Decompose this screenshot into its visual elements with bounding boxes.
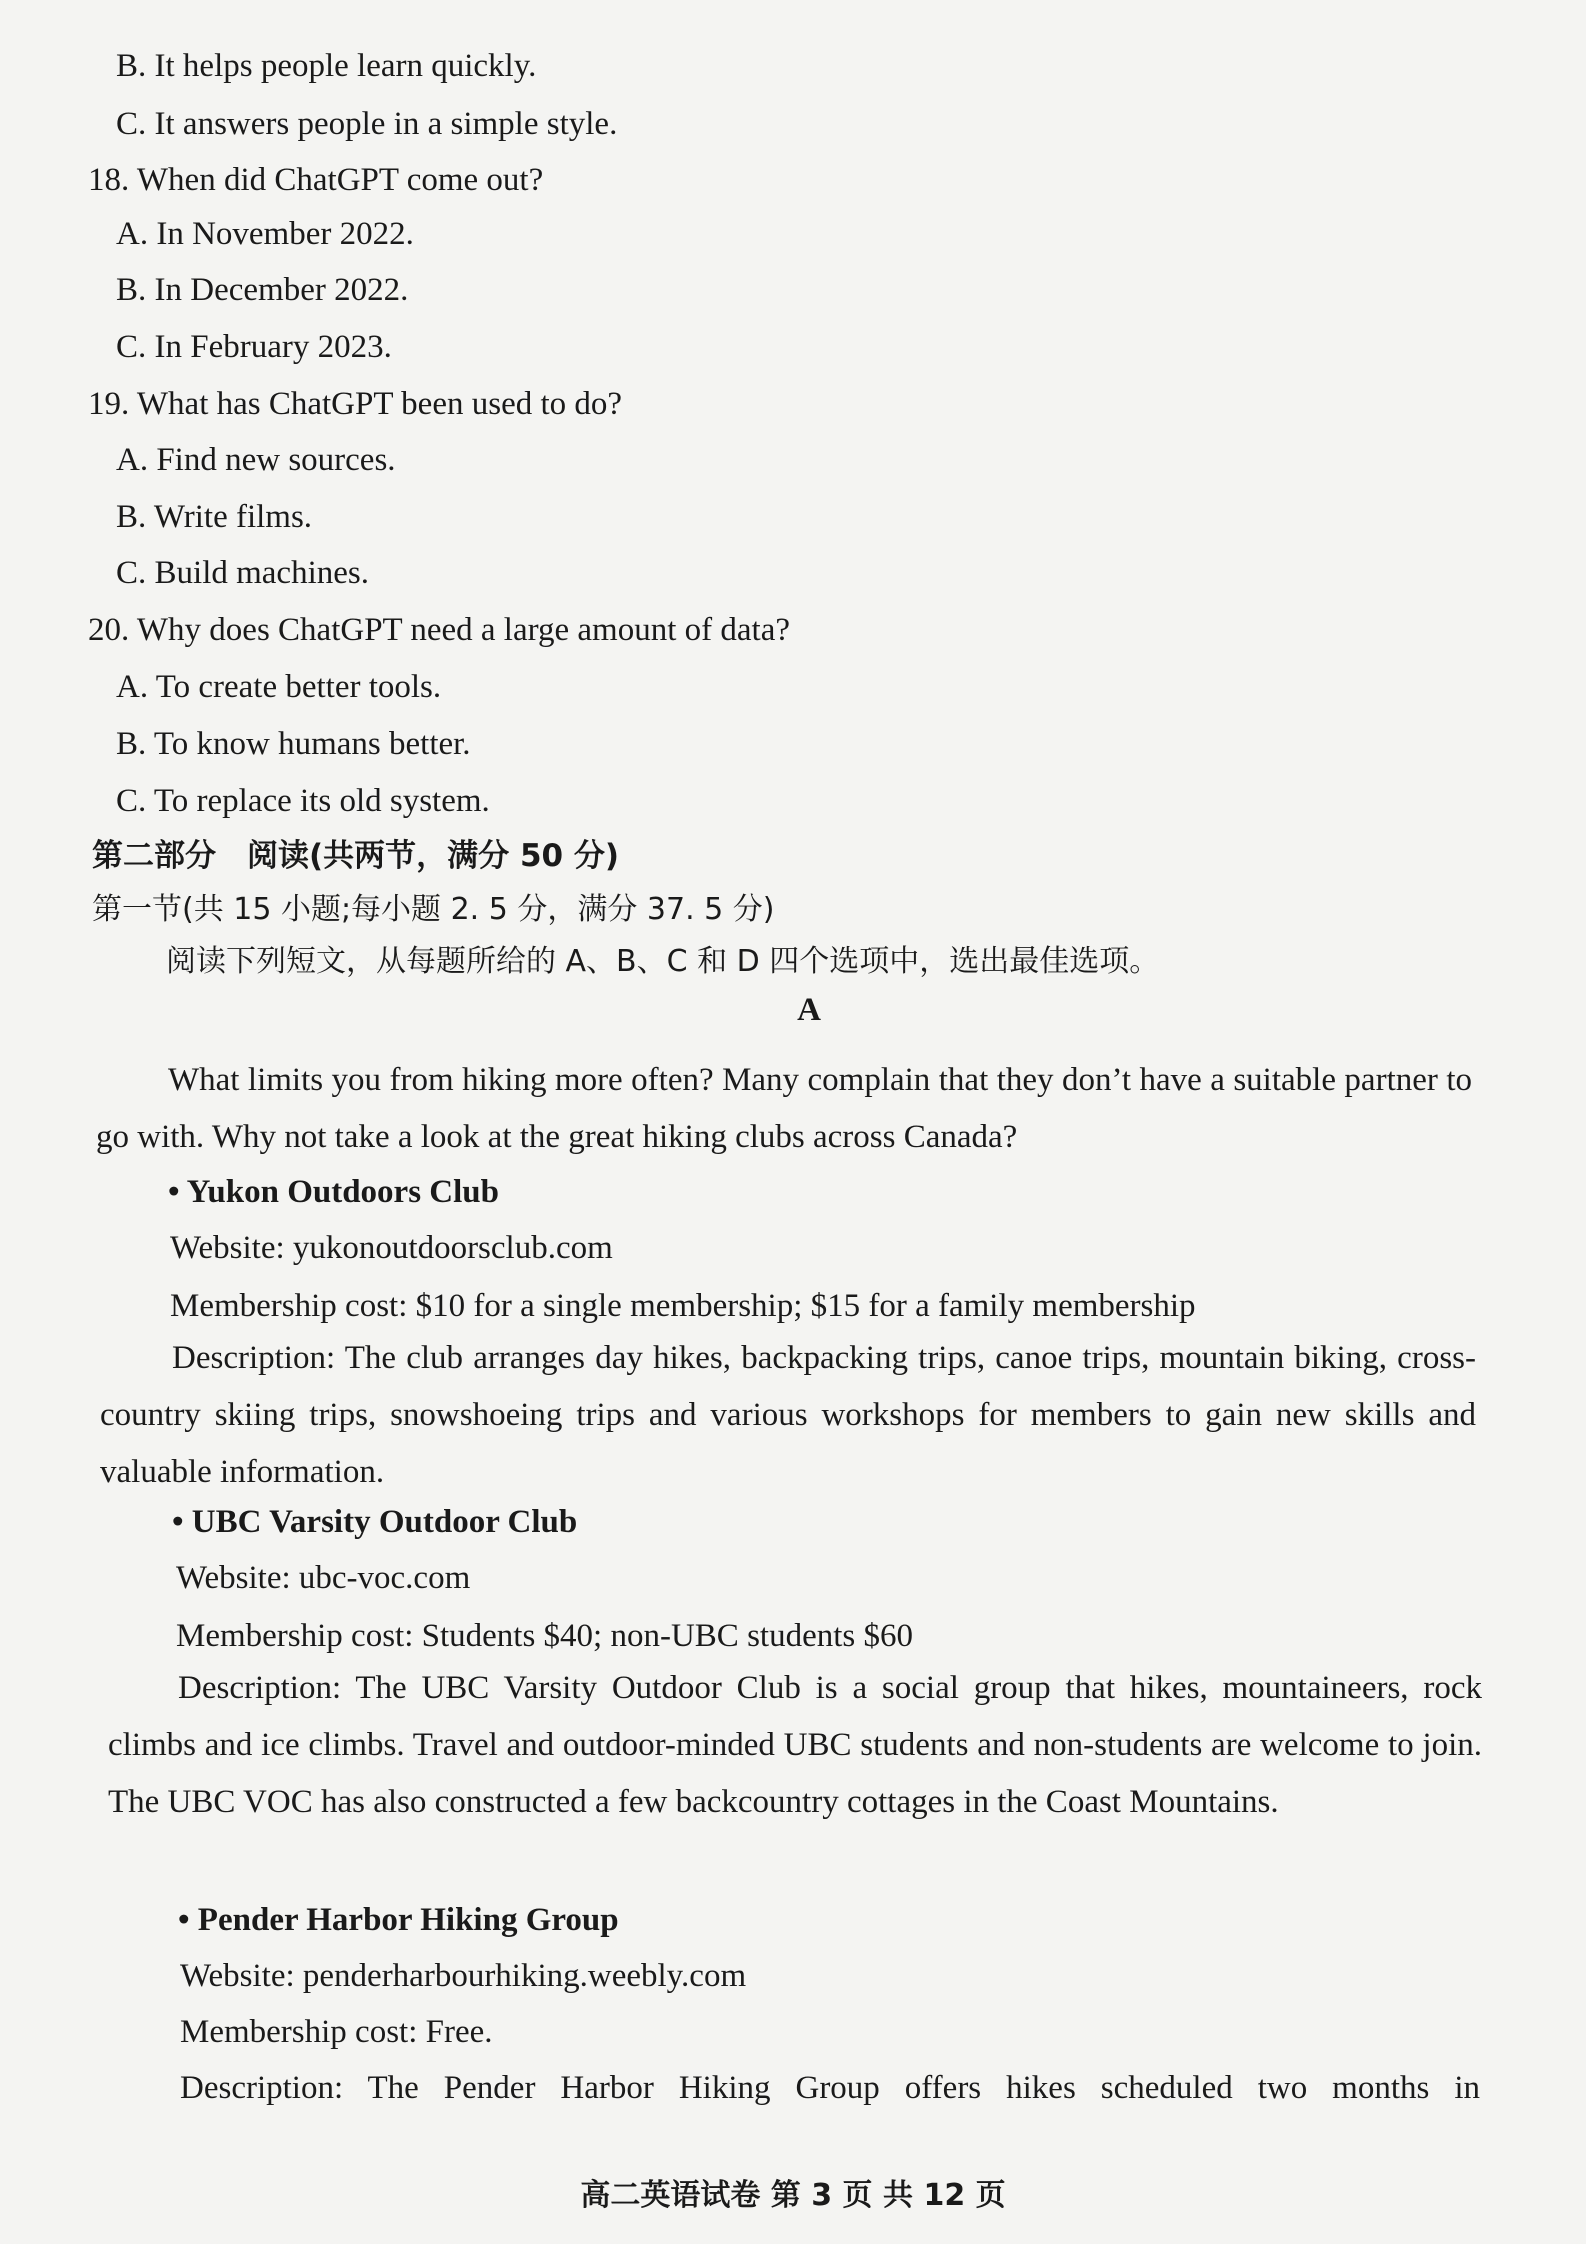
club-yukon-name: • Yukon Outdoors Club	[168, 1174, 499, 1210]
q19-option-b: B. Write films.	[116, 499, 313, 535]
club-ubc-website: Website: ubc-voc.com	[176, 1560, 471, 1596]
club-pender-website: Website: penderharbourhiking.weebly.com	[180, 1958, 747, 1994]
club-yukon-cost: Membership cost: $10 for a single membership; $15 for a family membership	[170, 1288, 1196, 1324]
passage-label: A	[797, 992, 821, 1028]
reading-instruction: 阅读下列短文，从每题所给的 A、B、C 和 D 四个选项中，选出最佳选项。	[166, 944, 1160, 979]
q20-option-c: C. To replace its old system.	[116, 783, 490, 819]
q17-option-b: B. It helps people learn quickly.	[116, 48, 537, 84]
q19-option-c: C. Build machines.	[116, 555, 369, 591]
q20-option-a: A. To create better tools.	[116, 669, 442, 705]
club-pender-description: Description: The Pender Harbor Hiking Group offers hikes scheduled two months in	[180, 2070, 1480, 2106]
club-yukon-description: Description: The club arranges day hikes, backpacking trips, canoe trips, mountain biking, cross-country skiing trips, snowshoeing trips and various workshops for members to gain new skills and valuable information.	[100, 1340, 1476, 1490]
q19-stem: 19. What has ChatGPT been used to do?	[88, 386, 623, 422]
q18-stem: 18. When did ChatGPT come out?	[88, 162, 544, 198]
page-footer: 高二英语试卷 第 3 页 共 12 页	[580, 2178, 1006, 2213]
q18-option-a: A. In November 2022.	[116, 216, 414, 252]
q20-option-b: B. To know humans better.	[116, 726, 471, 762]
club-pender-cost: Membership cost: Free.	[180, 2014, 493, 2050]
passage-intro: What limits you from hiking more often? Many complain that they don’t have a suitable partner to go with. Why not take a look at the great hiking clubs across Canada?	[96, 1062, 1472, 1155]
club-ubc-cost: Membership cost: Students $40; non-UBC students $60	[176, 1618, 913, 1654]
q20-stem: 20. Why does ChatGPT need a large amount of data?	[88, 612, 790, 648]
q19-option-a: A. Find new sources.	[116, 442, 396, 478]
club-yukon-website: Website: yukonoutdoorsclub.com	[170, 1230, 613, 1266]
q18-option-c: C. In February 2023.	[116, 329, 392, 365]
section1-title: 第一节(共 15 小题;每小题 2. 5 分，满分 37. 5 分)	[92, 892, 775, 927]
club-ubc-name: • UBC Varsity Outdoor Club	[172, 1504, 578, 1540]
q18-option-b: B. In December 2022.	[116, 272, 409, 308]
q17-option-c: C. It answers people in a simple style.	[116, 106, 618, 142]
part2-title: 第二部分 阅读(共两节，满分 50 分)	[92, 838, 620, 874]
club-pender-name: • Pender Harbor Hiking Group	[178, 1902, 619, 1938]
club-ubc-description: Description: The UBC Varsity Outdoor Club is a social group that hikes, mountaineers, rock climbs and ice climbs. Travel and outdoor-minded UBC students and non-students are welcome to join. The UBC VOC has also constructed a few backcountry cottages in the Coast Mountains.	[108, 1670, 1482, 1820]
